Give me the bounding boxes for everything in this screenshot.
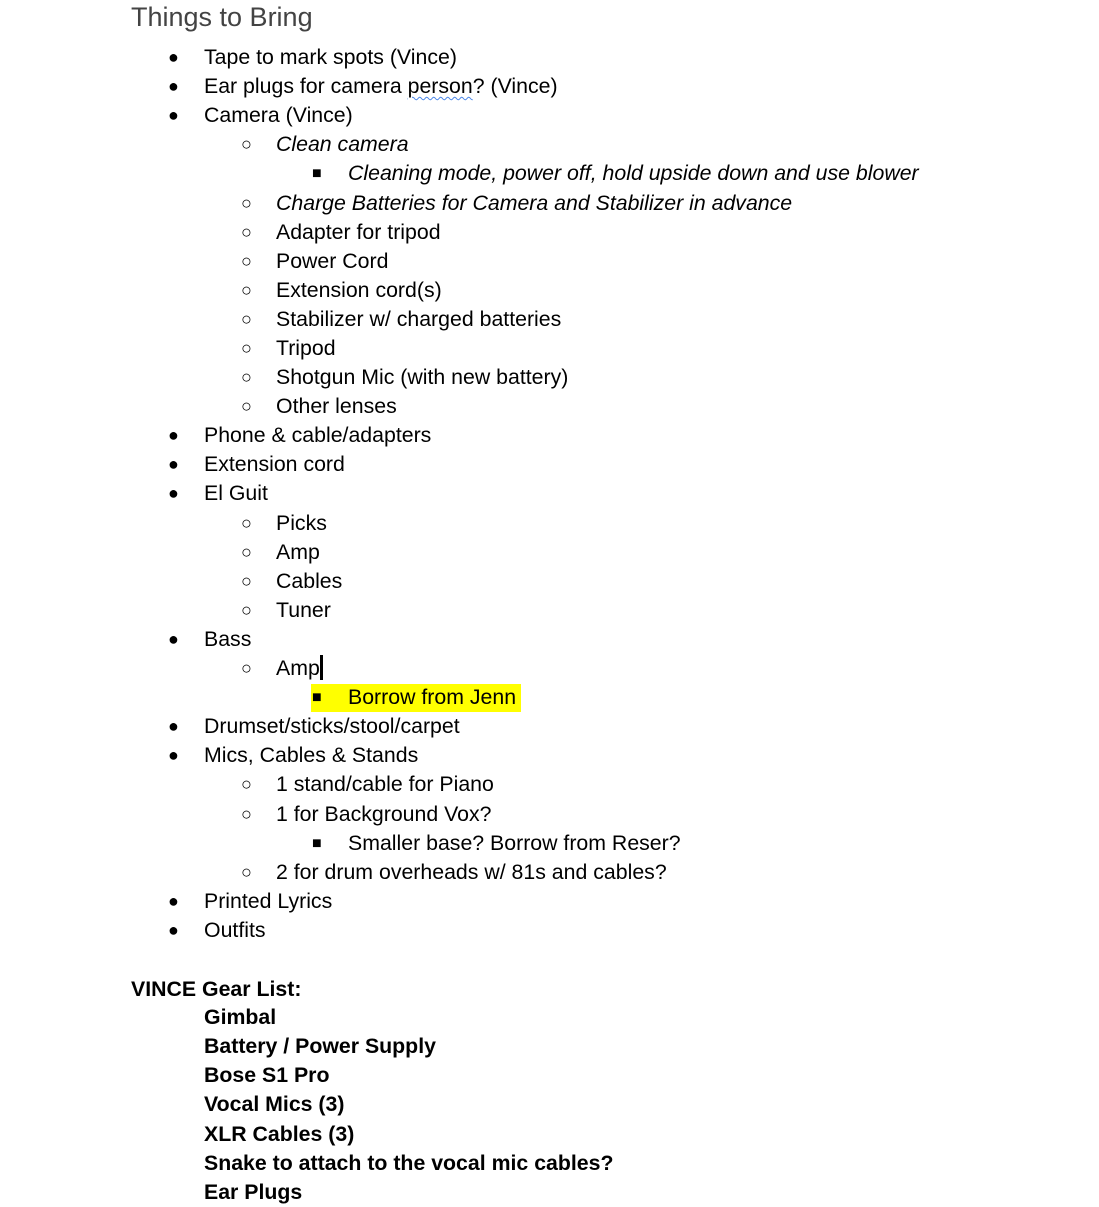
- list-item[interactable]: ○ Stabilizer w/ charged batteries: [276, 305, 561, 334]
- disc-bullet-icon: ●: [168, 891, 179, 911]
- circle-bullet-icon: ○: [241, 338, 252, 358]
- circle-bullet-icon: ○: [241, 309, 252, 329]
- list-item[interactable]: ● Phone & cable/adapters: [204, 421, 431, 450]
- disc-bullet-icon: ●: [168, 454, 179, 474]
- list-item[interactable]: ○ Clean camera: [276, 130, 409, 159]
- list-item[interactable]: ■ Smaller base? Borrow from Reser?: [348, 829, 681, 858]
- circle-bullet-icon: ○: [241, 542, 252, 562]
- list-item[interactable]: ○ Extension cord(s): [276, 276, 442, 305]
- circle-bullet-icon: ○: [241, 396, 252, 416]
- list-item[interactable]: ○ Tripod: [276, 334, 336, 363]
- gear-item[interactable]: Ear Plugs: [204, 1180, 303, 1204]
- square-bullet-icon: ■: [312, 165, 322, 182]
- gear-item[interactable]: Vocal Mics (3): [204, 1092, 345, 1116]
- list-item[interactable]: ● Tape to mark spots (Vince): [204, 43, 457, 72]
- spellcheck-word[interactable]: person: [407, 74, 473, 98]
- list-item[interactable]: ○ Other lenses: [276, 392, 397, 421]
- list-item[interactable]: ● Camera (Vince): [204, 101, 353, 130]
- gear-item[interactable]: Battery / Power Supply: [204, 1034, 436, 1058]
- section-heading: Things to Bring: [131, 2, 313, 32]
- list-item-highlighted[interactable]: ■ Borrow from Jenn: [348, 683, 516, 712]
- circle-bullet-icon: ○: [241, 251, 252, 271]
- square-bullet-icon: ■: [312, 689, 322, 706]
- disc-bullet-icon: ●: [168, 483, 179, 503]
- list-item[interactable]: ○ Amp: [276, 538, 320, 567]
- list-item[interactable]: ○ Charge Batteries for Camera and Stabilizer in advance: [276, 189, 792, 218]
- list-item[interactable]: ● Bass: [204, 625, 251, 654]
- list-item[interactable]: ○ Adapter for tripod: [276, 218, 441, 247]
- list-item[interactable]: ● Outfits: [204, 916, 266, 945]
- circle-bullet-icon: ○: [241, 280, 252, 300]
- disc-bullet-icon: ●: [168, 76, 179, 96]
- gear-item[interactable]: Snake to attach to the vocal mic cables?: [204, 1151, 614, 1175]
- disc-bullet-icon: ●: [168, 47, 179, 67]
- list-item[interactable]: ■ Cleaning mode, power off, hold upside down and use blower: [348, 159, 919, 188]
- circle-bullet-icon: ○: [241, 193, 252, 213]
- square-bullet-icon: ■: [312, 835, 322, 852]
- disc-bullet-icon: ●: [168, 716, 179, 736]
- disc-bullet-icon: ●: [168, 105, 179, 125]
- text-cursor: [320, 655, 323, 680]
- gear-list-heading: VINCE Gear List:: [131, 977, 302, 1001]
- list-item[interactable]: ● Extension cord: [204, 450, 345, 479]
- disc-bullet-icon: ●: [168, 745, 179, 765]
- circle-bullet-icon: ○: [241, 367, 252, 387]
- list-item[interactable]: ● El Guit: [204, 479, 268, 508]
- circle-bullet-icon: ○: [241, 804, 252, 824]
- circle-bullet-icon: ○: [241, 513, 252, 533]
- gear-item[interactable]: Gimbal: [204, 1005, 277, 1029]
- circle-bullet-icon: ○: [241, 222, 252, 242]
- circle-bullet-icon: ○: [241, 571, 252, 591]
- list-item[interactable]: ○ Tuner: [276, 596, 331, 625]
- list-item[interactable]: ○ Cables: [276, 567, 342, 596]
- circle-bullet-icon: ○: [241, 600, 252, 620]
- disc-bullet-icon: ●: [168, 920, 179, 940]
- disc-bullet-icon: ●: [168, 425, 179, 445]
- list-item[interactable]: ○ 1 for Background Vox?: [276, 800, 491, 829]
- list-item[interactable]: ● Mics, Cables & Stands: [204, 741, 418, 770]
- list-item[interactable]: ○ Amp: [276, 654, 323, 683]
- gear-item[interactable]: XLR Cables (3): [204, 1122, 355, 1146]
- list-item[interactable]: ○ Shotgun Mic (with new battery): [276, 363, 568, 392]
- circle-bullet-icon: ○: [241, 658, 252, 678]
- list-item[interactable]: ● Printed Lyrics: [204, 887, 332, 916]
- list-item[interactable]: ● Ear plugs for camera person? (Vince): [204, 72, 558, 101]
- circle-bullet-icon: ○: [241, 134, 252, 154]
- list-item[interactable]: ○ Power Cord: [276, 247, 388, 276]
- gear-item[interactable]: Bose S1 Pro: [204, 1063, 330, 1087]
- list-item[interactable]: ○ 2 for drum overheads w/ 81s and cables?: [276, 858, 667, 887]
- list-item[interactable]: ○ 1 stand/cable for Piano: [276, 770, 494, 799]
- disc-bullet-icon: ●: [168, 629, 179, 649]
- circle-bullet-icon: ○: [241, 862, 252, 882]
- circle-bullet-icon: ○: [241, 774, 252, 794]
- list-item[interactable]: ● Drumset/sticks/stool/carpet: [204, 712, 460, 741]
- list-item[interactable]: ○ Picks: [276, 509, 327, 538]
